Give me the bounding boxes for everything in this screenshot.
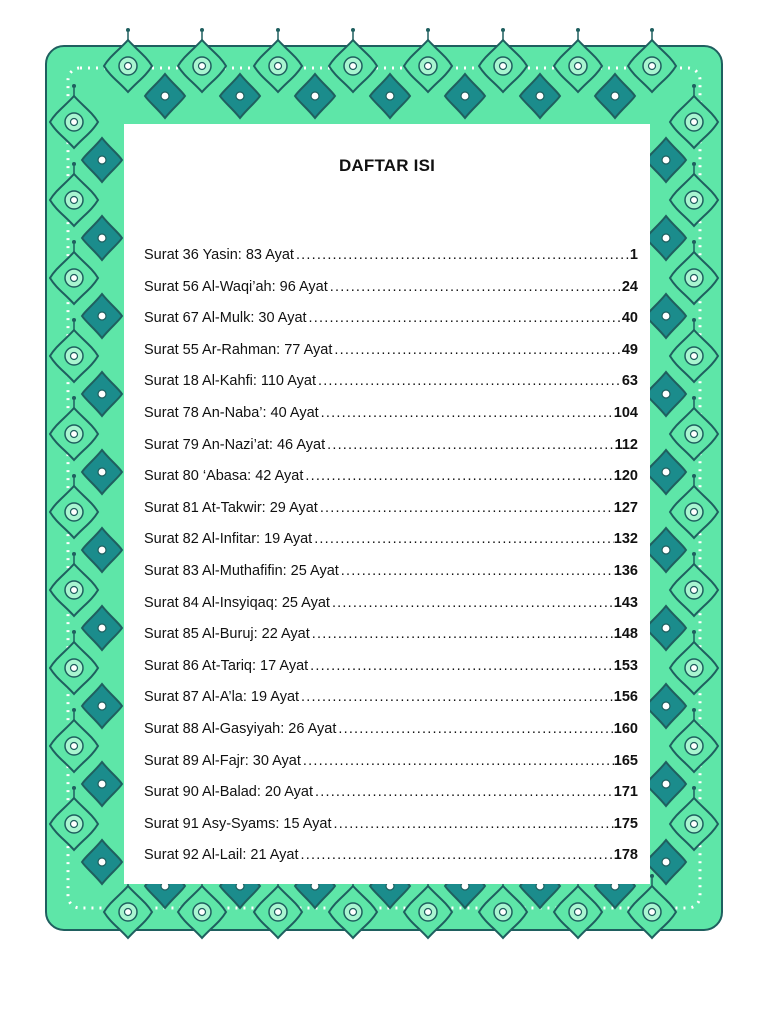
toc-entry-page-number: 175 xyxy=(613,815,638,832)
toc-entry-label: Surat 18 Al-Kahfi: 110 Ayat xyxy=(144,373,316,390)
toc-entry-label: Surat 36 Yasin: 83 Ayat xyxy=(144,247,294,263)
toc-entry xyxy=(144,847,638,879)
toc-entry-label: Surat 86 At-Tariq: 17 Ayat xyxy=(144,657,309,674)
toc-entry xyxy=(144,310,638,342)
toc-entry xyxy=(144,658,638,690)
toc-entry xyxy=(144,784,638,816)
document-title: DAFTAR ISI xyxy=(338,156,436,175)
toc-entry-label: Surat 80 ‘Abasa: 42 Ayat xyxy=(144,468,304,485)
toc-entry-page-number: 120 xyxy=(613,468,638,485)
toc-entry-label: Surat 90 Al-Balad: 20 Ayat xyxy=(144,784,314,801)
toc-entry xyxy=(144,373,638,405)
toc-entry-page-number: 104 xyxy=(613,404,638,421)
toc-entry-label: Surat 89 Al-Fajr: 30 Ayat xyxy=(144,752,301,769)
toc-dot-leader xyxy=(299,689,614,705)
toc-entry-label: Surat 84 Al-Insyiqaq: 25 Ayat xyxy=(144,594,330,611)
toc-dot-leader xyxy=(330,595,614,611)
toc-dot-leader xyxy=(332,816,614,832)
toc-entry-page-number: 178 xyxy=(613,847,638,864)
toc-entry xyxy=(144,816,638,848)
toc-entry-label: Surat 78 An-Naba’: 40 Ayat xyxy=(144,404,319,421)
toc-entry xyxy=(144,595,638,627)
toc-entry-page-number: 160 xyxy=(613,720,638,737)
toc-entry-page-number: 156 xyxy=(613,689,638,706)
toc-entry-label: Surat 91 Asy-Syams: 15 Ayat xyxy=(144,815,332,832)
toc-entry-page-number: 24 xyxy=(621,278,638,295)
toc-entry-label: Surat 67 Al-Mulk: 30 Ayat xyxy=(144,310,307,327)
toc-entry-label: Surat 87 Al-A’la: 19 Ayat xyxy=(144,689,300,706)
toc-entry-page-number: 112 xyxy=(614,436,638,453)
toc-entry-label: Surat 56 Al-Waqi’ah: 96 Ayat xyxy=(144,278,328,295)
toc-dot-leader xyxy=(325,437,614,453)
toc-dot-leader xyxy=(303,468,613,484)
toc-entry-page-number: 148 xyxy=(613,626,638,643)
toc-dot-leader xyxy=(339,563,614,579)
toc-dot-leader xyxy=(316,373,622,389)
toc-entry-page-number: 63 xyxy=(621,373,638,390)
toc-entry-page-number: 143 xyxy=(613,594,638,611)
toc-entry xyxy=(144,721,638,753)
toc-entry-page-number: 1 xyxy=(629,247,638,263)
toc-dot-leader xyxy=(312,531,614,547)
toc-dot-leader xyxy=(332,342,622,358)
toc-dot-leader xyxy=(319,405,614,421)
toc-entry-page-number: 49 xyxy=(621,341,638,358)
toc-entry-page-number: 40 xyxy=(621,310,638,327)
toc-entry-page-number: 171 xyxy=(613,784,638,801)
toc-dot-leader xyxy=(336,721,613,737)
toc-entry-page-number: 136 xyxy=(613,562,638,579)
toc-entry xyxy=(144,279,638,311)
toc-entry-label: Surat 83 Al-Muthafifin: 25 Ayat xyxy=(144,562,339,579)
toc-entry xyxy=(144,342,638,374)
toc-entry xyxy=(144,247,638,279)
toc-dot-leader xyxy=(310,626,614,642)
toc-entry-label: Surat 82 Al-Infitar: 19 Ayat xyxy=(144,531,313,548)
toc-entry xyxy=(144,753,638,785)
toc-entry xyxy=(144,626,638,658)
toc-dot-leader xyxy=(307,310,622,326)
toc-dot-leader xyxy=(318,500,614,516)
toc-entry-label: Surat 81 At-Takwir: 29 Ayat xyxy=(144,499,318,516)
toc-dot-leader xyxy=(328,279,622,295)
toc-entry xyxy=(144,468,638,500)
toc-entry xyxy=(144,689,638,721)
toc-dot-leader xyxy=(299,847,614,863)
toc-entry xyxy=(144,437,638,469)
toc-entry-page-number: 132 xyxy=(613,531,638,548)
table-of-contents xyxy=(144,247,638,879)
toc-dot-leader xyxy=(308,658,614,674)
toc-entry-label: Surat 85 Al-Buruj: 22 Ayat xyxy=(144,626,310,643)
toc-dot-leader xyxy=(294,247,630,263)
toc-entry-label: Surat 92 Al-Lail: 21 Ayat xyxy=(144,847,299,864)
toc-entry xyxy=(144,563,638,595)
toc-entry xyxy=(144,531,638,563)
page-content xyxy=(124,124,650,884)
toc-entry xyxy=(144,405,638,437)
toc-entry-label: Surat 88 Al-Gasyiyah: 26 Ayat xyxy=(144,720,337,737)
toc-entry-label: Surat 55 Ar-Rahman: 77 Ayat xyxy=(144,341,333,358)
toc-entry-page-number: 165 xyxy=(613,752,638,769)
toc-entry-page-number: 153 xyxy=(613,657,638,674)
toc-entry-label: Surat 79 An-Nazi’at: 46 Ayat xyxy=(144,436,326,453)
toc-entry xyxy=(144,500,638,532)
toc-entry-page-number: 127 xyxy=(613,499,638,516)
toc-dot-leader xyxy=(313,784,614,800)
toc-dot-leader xyxy=(301,753,614,769)
